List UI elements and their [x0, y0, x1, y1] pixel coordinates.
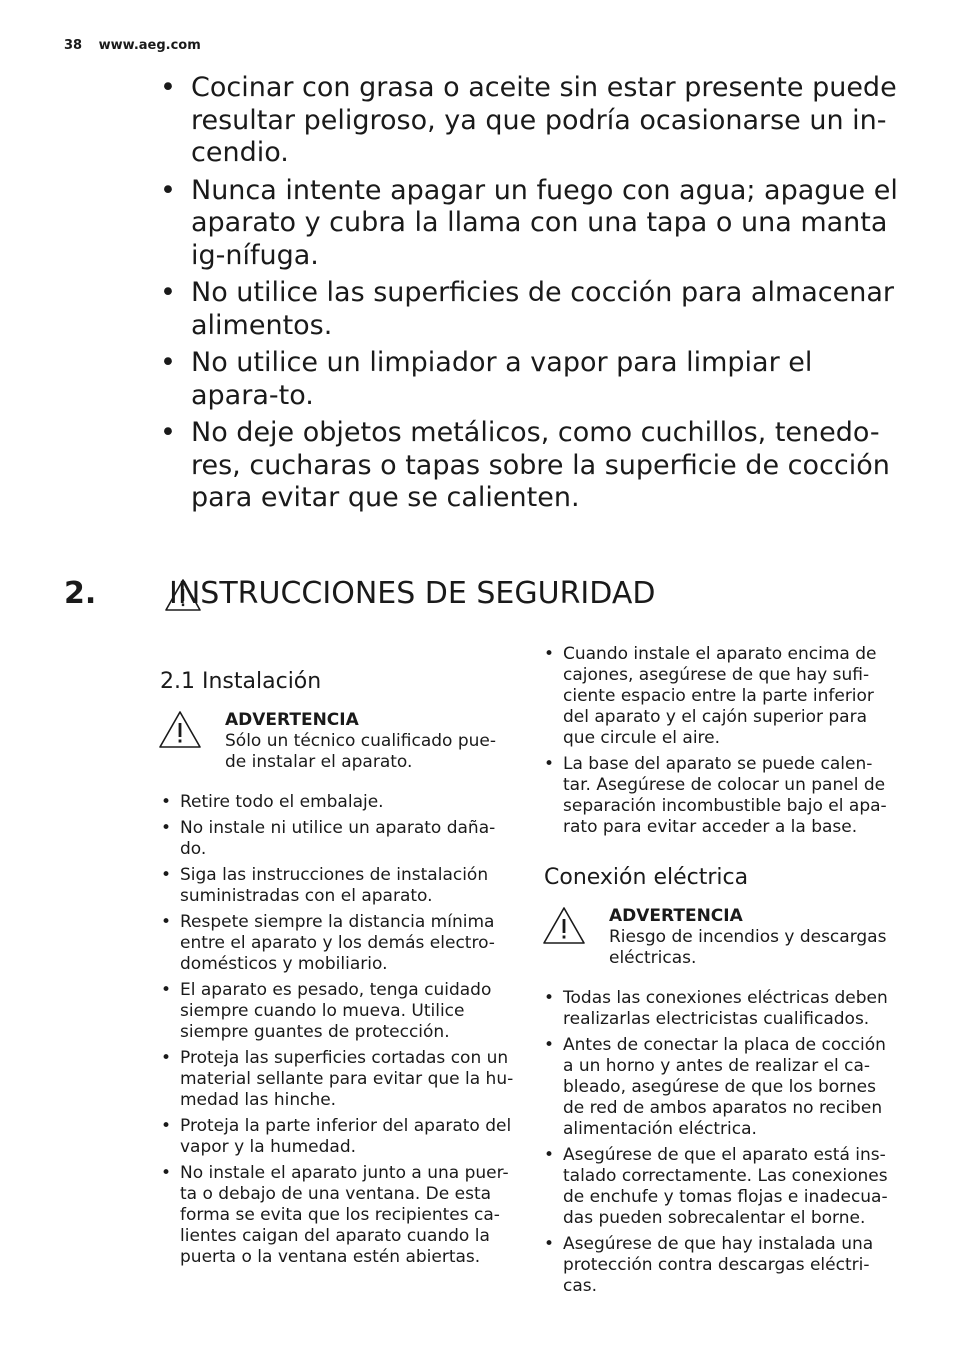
- section-heading: [64, 574, 904, 618]
- section-title: INSTRUCCIONES DE SEGURIDAD: [169, 576, 656, 611]
- list-item: • Asegúrese de que hay instalada una protección contra descargas eléctri-cas.: [544, 1234, 874, 1296]
- electrical-bullet-list: [544, 988, 896, 1302]
- warning-title: ADVERTENCIA: [225, 710, 359, 730]
- list-item: • No deje objetos metálicos, como cuchillos, tenedo-res, cucharas o tapas sobre la superficie de cocción para evitar que se calienten.: [160, 417, 890, 513]
- list-item-text: No utilice las superficies de cocción para almacenar alimentos.: [191, 277, 895, 341]
- installation-right-bullet-list: [544, 644, 896, 843]
- section-number: 2.: [64, 576, 97, 611]
- site-url: www.aeg.com: [98, 38, 201, 53]
- list-item-text: No deje objetos metálicos, como cuchillos, tenedo-res, cucharas o tapas sobre la superficie de cocción para evitar que se calienten.: [191, 417, 890, 513]
- list-item: • Asegúrese de que el aparato está ins-talado correctamente. Las conexiones de enchufe y tomas flojas e inadecua-das pueden sobrecalentar el borne.: [544, 1145, 888, 1228]
- list-item: • El aparato es pesado, tenga cuidado siempre cuando lo mueva. Utilice siempre guantes de protección.: [161, 980, 492, 1042]
- list-item-text: El aparato es pesado, tenga cuidado siempre cuando lo mueva. Utilice siempre guantes de protección.: [180, 980, 492, 1042]
- installation-bullet-list: [161, 792, 516, 1273]
- list-item-text: Cocinar con grasa o aceite sin estar presente puede resultar peligroso, ya que podría ocasionarse un in-cendio.: [191, 72, 897, 168]
- warning-triangle-icon: [158, 710, 202, 750]
- list-item: • No utilice un limpiador a vapor para limpiar el apara-to.: [160, 347, 813, 411]
- list-item: • No utilice las superficies de cocción para almacenar alimentos.: [160, 277, 895, 341]
- list-item: • Cocinar con grasa o aceite sin estar presente puede resultar peligroso, ya que podría ocasionarse un in-cendio.: [160, 72, 897, 168]
- list-item-text: Respete siempre la distancia mínima entre el aparato y los demás electro-domésticos y mobiliario.: [180, 912, 495, 974]
- list-item-text: Nunca intente apagar un fuego con agua; apague el aparato y cubra la llama con una tapa o una manta ig-nífuga.: [191, 174, 898, 271]
- list-item: • Respete siempre la distancia mínima entre el aparato y los demás electro-domésticos y mobiliario.: [161, 912, 495, 974]
- list-item-text: No utilice un limpiador a vapor para limpiar el apara-to.: [191, 347, 813, 411]
- list-item-text: No instale ni utilice un aparato daña-do.: [180, 818, 496, 859]
- subsection-heading-electrical: [544, 864, 748, 892]
- list-item: • Cuando instale el aparato encima de cajones, asegúrese de que hay sufi-ciente espacio entre la parte inferior del aparato y el cajón superior para que circule el aire.: [544, 644, 877, 748]
- list-item-text: Proteja la parte inferior del aparato del vapor y la humedad.: [180, 1116, 512, 1157]
- list-item-text: No instale el aparato junto a una puer-ta o debajo de una ventana. De esta forma se evita que los recipientes ca-lientes caigan del aparato cuando la puerta o la ventana estén abiertas.: [180, 1163, 509, 1267]
- list-item: • Proteja la parte inferior del aparato del vapor y la humedad.: [161, 1116, 512, 1157]
- list-item-text: Proteja las superficies cortadas con un material sellante para evitar que la hu-medad las hinche.: [180, 1048, 514, 1110]
- list-item-text: Siga las instrucciones de instalación suministradas con el aparato.: [180, 865, 489, 906]
- warning-text: Riesgo de incendios y descargas eléctricas.: [609, 927, 887, 968]
- subsection-title: Instalación: [202, 669, 322, 694]
- page-header: [64, 38, 201, 53]
- list-item: • La base del aparato se puede calen-tar. Asegúrese de colocar un panel de separación incombustible bajo el apa-rato para evitar acceder a la base.: [544, 754, 887, 837]
- list-item-text: Retire todo el embalaje.: [180, 792, 384, 812]
- subsection-number: 2.1: [160, 669, 195, 694]
- warning-block: [542, 906, 902, 976]
- page-number: 38: [64, 38, 83, 53]
- warning-title: ADVERTENCIA: [609, 906, 743, 926]
- subsection-heading-installation: [160, 668, 321, 696]
- list-item-text: La base del aparato se puede calen-tar. Asegúrese de colocar un panel de separación incombustible bajo el apa-rato para evitar acceder a la base.: [563, 754, 887, 837]
- warning-triangle-icon: [542, 906, 586, 946]
- warning-block: [158, 710, 518, 780]
- list-item-text: Asegúrese de que el aparato está ins-talado correctamente. Las conexiones de enchufe y tomas flojas e inadecua-das pueden sobrecalentar el borne.: [563, 1145, 888, 1228]
- list-item: • No instale ni utilice un aparato daña-do.: [161, 818, 496, 859]
- list-item: • Retire todo el embalaje.: [161, 792, 384, 812]
- list-item: • Proteja las superficies cortadas con un material sellante para evitar que la hu-medad las hinche.: [161, 1048, 514, 1110]
- list-item-text: Asegúrese de que hay instalada una protección contra descargas eléctri-cas.: [563, 1234, 874, 1296]
- list-item: • Siga las instrucciones de instalación suministradas con el aparato.: [161, 865, 489, 906]
- warning-text: Sólo un técnico cualificado pue-de instalar el aparato.: [225, 731, 497, 772]
- list-item: • Antes de conectar la placa de cocción a un horno y antes de realizar el ca-bleado, asegúrese de que los bornes de red de ambos aparatos no reciben alimentación eléctrica.: [544, 1035, 886, 1139]
- intro-bullet-list: [160, 72, 900, 520]
- subsection-title: Conexión eléctrica: [544, 865, 749, 890]
- list-item-text: Antes de conectar la placa de cocción a un horno y antes de realizar el ca-bleado, asegúrese de que los bornes de red de ambos aparatos no reciben alimentación eléctrica.: [563, 1035, 886, 1139]
- list-item-text: Cuando instale el aparato encima de cajones, asegúrese de que hay sufi-ciente espacio entre la parte inferior del aparato y el cajón superior para que circule el aire.: [563, 644, 877, 748]
- list-item: • No instale el aparato junto a una puer-ta o debajo de una ventana. De esta forma se evita que los recipientes ca-lientes caigan del aparato cuando la puerta o la ventana estén abiertas.: [161, 1163, 509, 1267]
- list-item-text: Todas las conexiones eléctricas deben realizarlas electricistas cualificados.: [563, 988, 888, 1029]
- list-item: • Todas las conexiones eléctricas deben realizarlas electricistas cualificados.: [544, 988, 888, 1029]
- list-item: • Nunca intente apagar un fuego con agua; apague el aparato y cubra la llama con una tapa o una manta ig-nífuga.: [160, 174, 898, 271]
